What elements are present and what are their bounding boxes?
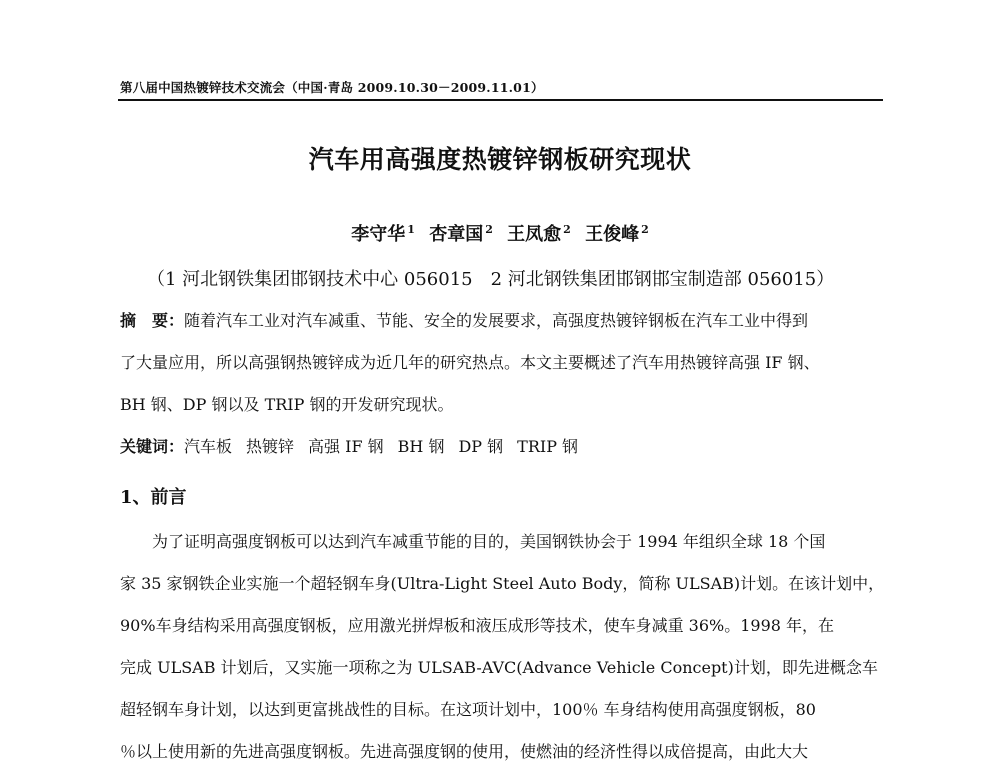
affiliation: （1 河北钢铁集团邯钢技术中心 056015 2 河北钢铁集团邯钢邯宝制造部 056015） xyxy=(147,269,835,290)
body-line: ％以上使用新的先进高强度钢板。先进高强度钢的使用，使燃油的经济性得以成倍提高，由此大大 xyxy=(120,742,809,761)
author-affil-mark: 1 xyxy=(407,223,415,236)
paper-title: 汽车用高强度热镀锌钢板研究现状 xyxy=(308,145,692,174)
author-affil-mark: 2 xyxy=(641,223,649,236)
author-affil-mark: 2 xyxy=(563,223,571,236)
body-line: 为了证明高强度钢板可以达到汽车减重节能的目的，美国钢铁协会于 1994 年组织全球 18 个国 xyxy=(120,532,826,551)
running-header: 第八届中国热镀锌技术交流会（中国·青岛 2009.10.30－2009.11.01） xyxy=(120,80,544,95)
abstract-line-2: 了大量应用，所以高强钢热镀锌成为近几年的研究热点。本文主要概述了汽车用热镀锌高强 IF 钢、 xyxy=(120,353,820,372)
author-1 xyxy=(351,224,415,245)
author-list xyxy=(0,220,1000,246)
keyword: 热镀锌 xyxy=(246,437,295,456)
author-name: 李守华 xyxy=(351,224,406,245)
body-line: 完成 ULSAB 计划后，又实施一项称之为 ULSAB-AVC(Advance Vehicle Concept)计划，即先进概念车 xyxy=(120,658,878,677)
keywords-line xyxy=(120,434,592,457)
author-2 xyxy=(429,224,493,245)
keyword: DP 钢 xyxy=(458,437,504,456)
keyword: BH 钢 xyxy=(397,437,445,456)
author-name: 王俊峰 xyxy=(585,224,640,245)
body-line: 90%车身结构采用高强度钢板，应用激光拼焊板和液压成形等技术，使车身减重 36%。1998 年，在 xyxy=(120,616,835,635)
author-4 xyxy=(585,224,649,245)
keyword: 高强 IF 钢 xyxy=(308,437,384,456)
keywords-label: 关键词： xyxy=(120,437,185,456)
body-line: 超轻钢车身计划，以达到更富挑战性的目标。在这项计划中，100％ 车身结构使用高强度钢板，80 xyxy=(120,700,816,719)
author-affil-mark: 2 xyxy=(485,223,493,236)
author-3 xyxy=(507,224,571,245)
abstract-line-3: BH 钢、DP 钢以及 TRIP 钢的开发研究现状。 xyxy=(120,395,454,414)
author-name: 杏章国 xyxy=(429,224,484,245)
abstract-label: 摘 要： xyxy=(120,311,185,330)
section-heading: 1、前言 xyxy=(120,487,187,508)
keyword: 汽车板 xyxy=(184,437,233,456)
header-rule xyxy=(118,99,883,101)
abstract-line-1 xyxy=(120,308,808,331)
author-name: 王凤愈 xyxy=(507,224,562,245)
abstract-text: 随着汽车工业对汽车减重、节能、安全的发展要求，高强度热镀锌钢板在汽车工业中得到 xyxy=(184,311,809,330)
body-line: 家 35 家钢铁企业实施一个超轻钢车身(Ultra-Light Steel Auto Body，简称 ULSAB)计划。在该计划中， xyxy=(120,574,885,593)
keyword: TRIP 钢 xyxy=(517,437,579,456)
